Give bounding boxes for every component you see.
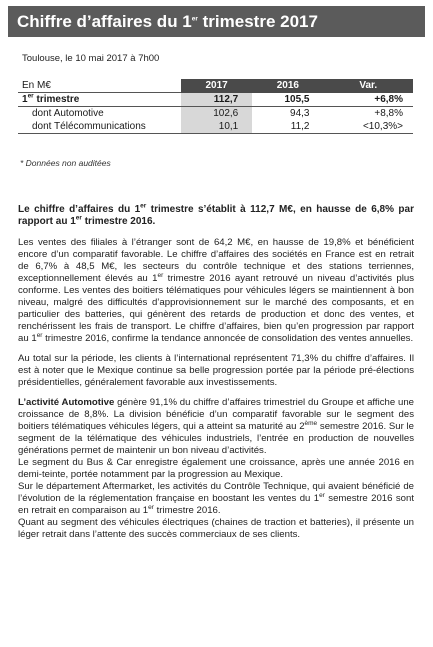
paragraph-automotive: L’activité Automotive génère 91,1% du chiffre d’affaires trimestriel du Groupe et affiche une croissance de 8,8%. La division bénéficie d’un comparatif favorable sur le segment des boitiers télématiques véhicules légers, qui a atteint sa maturité au 2ème semestre 2016. Sur le segment de la télématique des véhicules industriels, l’entrée en production de nouvelles générations permet de maintenir un bon niveau d’activités. <box>18 397 414 456</box>
title-sup: er <box>191 15 198 23</box>
paragraph-bus-car: Le segment du Bus & Car enregistre également une croissance, après une année 2016 en demi-teinte, portée notamment par la progression au Mexique. <box>18 457 414 480</box>
table-header-row <box>18 79 413 93</box>
title-text: Chiffre d’affaires du 1 <box>17 12 192 31</box>
paragraph-subsidiaries: Les ventes des filiales à l’étranger sont de 64,2 M€, en hausse de 19,8% et bénéficient encore d’un comparatif favorable. Le chiffre d’affaires des sociétés en France est en retrait de 6,7% à 48,5 M€, les secteurs du contrôle technique et des stations terriennes, exceptionnellement élevés au 1er trimestre 2016 ayant retrouvé un niveau d’activités plus conforme. Les ventes des boitiers télématiques pour véhicules légers se maintiennent à bon niveau, malgré des difficultés d’approvisionnement sur le marché des composants, et en particulier des batteries, qui génèrent des retards de production et donc des ventes, et renchérissent les frais de transport. Le chiffre d’affaires, bien qu’en progression par rapport au 1er trimestre 2016, confirme la tendance annoncée de consolidation des ventes annuelles. <box>18 237 414 344</box>
revenue-table <box>18 79 413 134</box>
unaudited-note: * Données non auditées <box>20 158 111 168</box>
paragraph-aftermarket: Sur le département Aftermarket, les activités du Contrôle Technique, qui avaient bénéficié de l’évolution de la réglementation française en boostant les ventes du 1er semestre 2016 sont en retrait en comparaison au 1er trimestre 2016. <box>18 481 414 516</box>
cell-2016: 11,2 <box>252 120 323 134</box>
cell-var: +6,8% <box>324 93 414 107</box>
press-release-body <box>18 204 414 541</box>
cell-2017: 10,1 <box>181 120 252 134</box>
cell-2016: 105,5 <box>252 93 323 107</box>
cell-var: +8,8% <box>374 108 403 119</box>
title-text-rest: trimestre 2017 <box>197 12 318 31</box>
table-row <box>18 93 413 107</box>
title-banner <box>8 6 425 37</box>
dateline: Toulouse, le 10 mai 2017 à 7h00 <box>22 53 160 64</box>
cell-2017: 102,6 <box>181 107 252 121</box>
header-2017: 2017 <box>181 79 252 93</box>
header-var: Var. <box>324 79 414 93</box>
header-label: En M€ <box>18 79 181 93</box>
table-row <box>18 107 413 121</box>
header-2016: 2016 <box>252 79 323 93</box>
row-label: dont Automotive <box>32 108 104 119</box>
row-label: 1er trimestre <box>18 93 181 107</box>
cell-var: <10,3%> <box>324 120 414 134</box>
page-title <box>8 6 425 37</box>
paragraph-international: Au total sur la période, les clients à l’international représentent 71,3% du chiffre d’affaires. Il est à noter que le Mexique continue sa belle progression portée par la période pré-élections présidentielles, généralement favorable aux investissements. <box>18 353 414 388</box>
cell-2017: 112,7 <box>181 93 252 107</box>
cell-2016: 94,3 <box>290 108 310 119</box>
table-row <box>18 120 413 134</box>
lead-paragraph: Le chiffre d’affaires du 1er trimestre s’établit à 112,7 M€, en hausse de 6,8% par rapport au 1er trimestre 2016. <box>18 202 414 227</box>
paragraph-electric-vehicles: Quant au segment des véhicules électriques (chaines de traction et batteries), il présente un léger retrait dans l’attente des succès commerciaux de ses clients. <box>18 517 414 540</box>
row-label: dont Télécommunications <box>18 120 181 134</box>
